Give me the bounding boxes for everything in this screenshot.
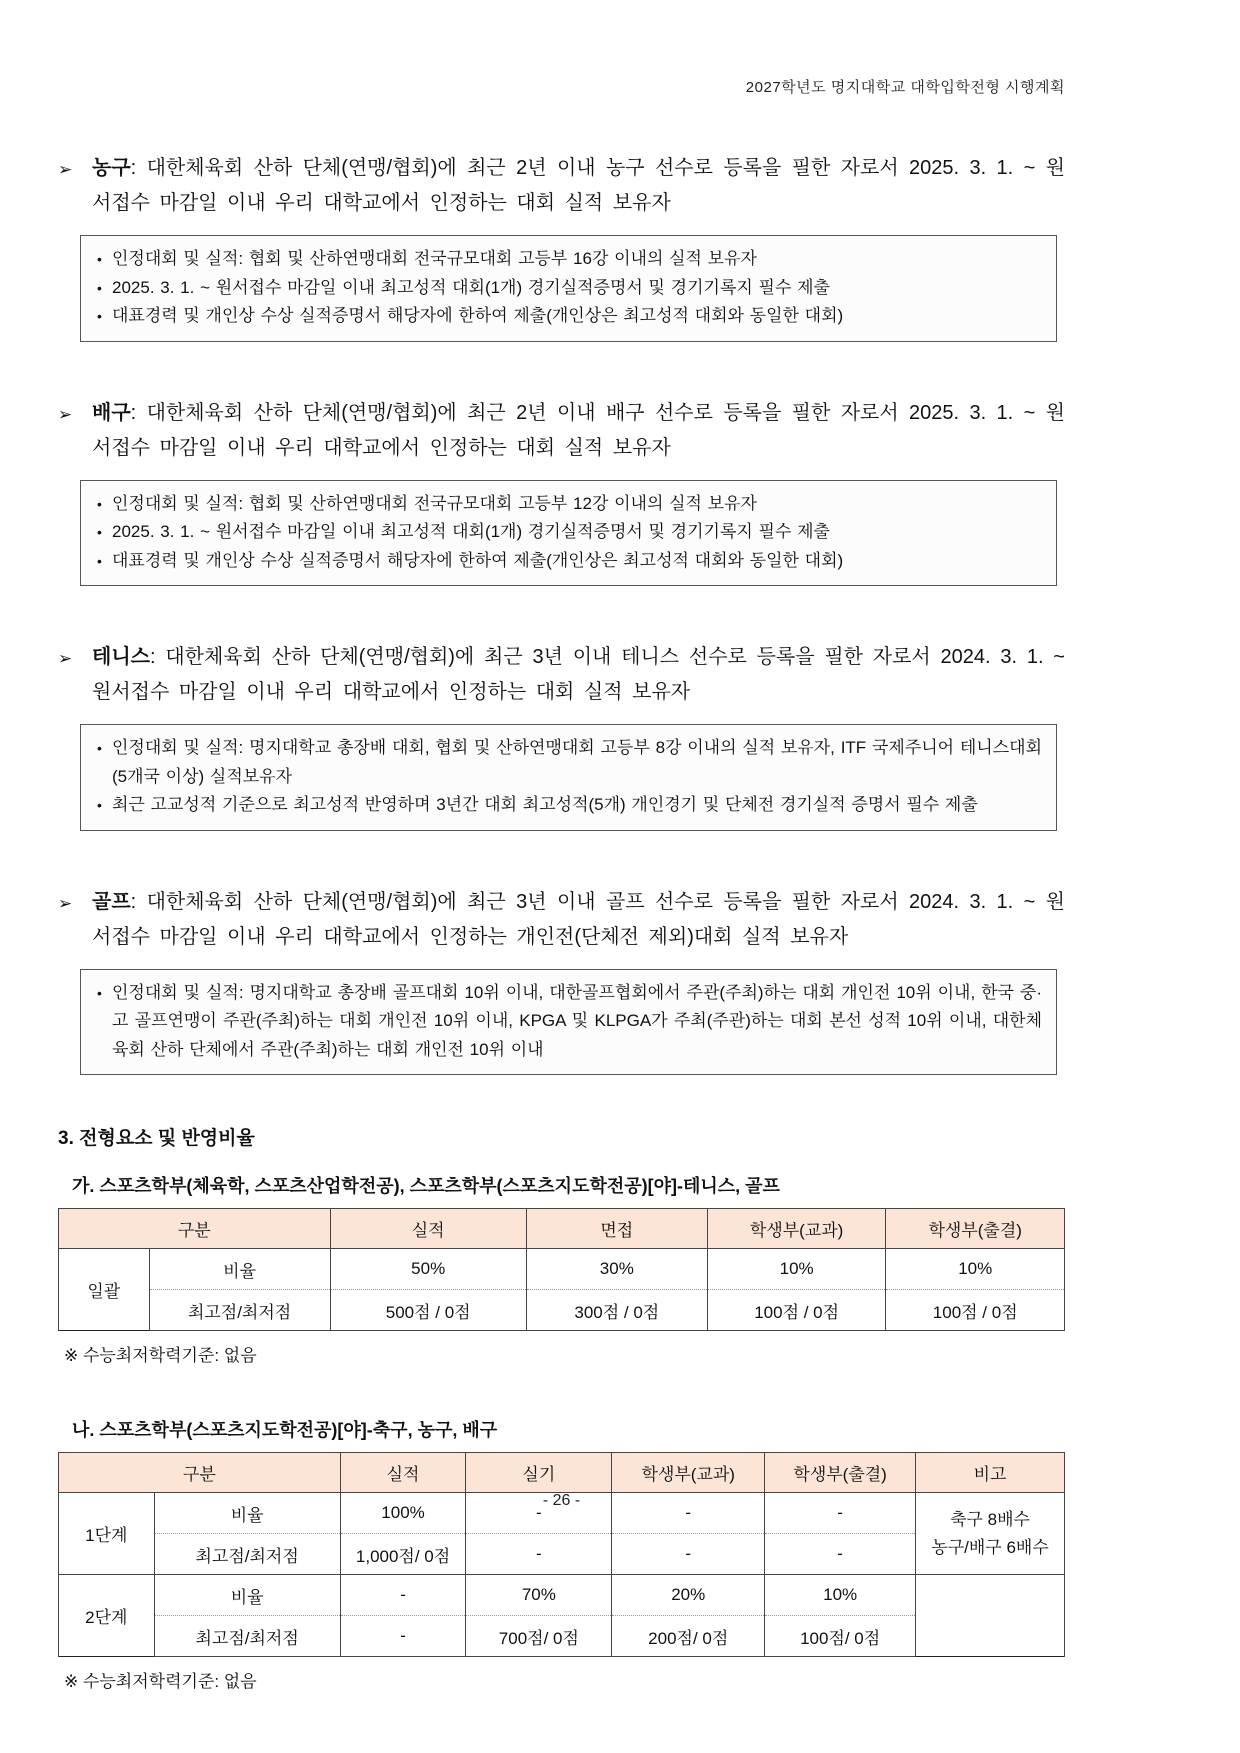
- column-header: 실적: [330, 1209, 526, 1249]
- table-row: [59, 1290, 1065, 1331]
- info-box-item: [95, 245, 1042, 274]
- section-golf: [58, 885, 1065, 1076]
- bullet-icon: •: [97, 251, 102, 267]
- eligibility-paragraph: [58, 396, 1065, 466]
- sport-description: : 대한체육회 산하 단체(연맹/협회)에 최근 2년 이내 농구 선수로 등록을 필한 자로서 2025. 3. 1. ~ 원서접수 마감일 이내 우리 대학교에서 인정하는 대회 실적 보유자: [92, 157, 1065, 214]
- info-box-item: [95, 274, 1042, 303]
- info-box-item-text: 인정대회 및 실적: 명지대학교 총장배 골프대회 10위 이내, 대한골프협회에서 주관(주최)하는 대회 개인전 10위 이내, 한국 중·고 골프연맹이 주관(주최)하는 대회 개인전 10위 이내, KPGA 및 KLPGA가 주최(주관)하는 대회 본선 성적 10위 이내, 대한체육회 산하 단체에서 주관(주최)하는 대회 개인전 10위 이내: [112, 982, 1042, 1059]
- column-header: 학생부(교과): [612, 1453, 765, 1493]
- row-label: 비율: [154, 1575, 340, 1616]
- eligibility-paragraph: [58, 151, 1065, 221]
- table-header-row: [59, 1453, 1065, 1493]
- table-cell: 70%: [466, 1575, 612, 1616]
- row-label: 비율: [149, 1249, 330, 1290]
- column-header: 구분: [59, 1453, 341, 1493]
- table-cell: 200점/ 0점: [612, 1616, 765, 1657]
- info-box-item: [95, 734, 1042, 791]
- page-content: [58, 0, 1065, 1692]
- table-cell: 10%: [707, 1249, 886, 1290]
- arrow-bullet-icon: ➢: [58, 893, 73, 913]
- csat-minimum-note: ※ 수능최저학력기준: 없음: [64, 1672, 257, 1691]
- column-header: 학생부(출결): [886, 1209, 1065, 1249]
- sport-description: : 대한체육회 산하 단체(연맹/협회)에 최근 3년 이내 골프 선수로 등록을 필한 자로서 2024. 3. 1. ~ 원서접수 마감일 이내 우리 대학교에서 인정하는 개인전(단체전 제외)대회 실적 보유자: [92, 890, 1065, 948]
- info-box-item: [95, 490, 1042, 519]
- info-box-item-text: 최근 고교성적 기준으로 최고성적 반영하며 3년간 대회 최고성적(5개) 개인경기 및 단체전 경기실적 증명서 필수 제출: [112, 795, 978, 814]
- table-cell: 500점 / 0점: [330, 1290, 526, 1331]
- info-box-item-text: 인정대회 및 실적: 명지대학교 총장배 대회, 협회 및 산하연맹대회 고등부 8강 이내의 실적 보유자, ITF 국제주니어 테니스대회(5개국 이상) 실적보유자: [112, 738, 1042, 786]
- table-cell: 100%: [340, 1493, 466, 1534]
- table-cell: 300점 / 0점: [526, 1290, 707, 1331]
- info-box-item: [95, 518, 1042, 547]
- subsection-b-title: 나. 스포츠학부(스포츠지도학전공)[야]-축구, 농구, 배구: [72, 1420, 498, 1440]
- arrow-bullet-icon: ➢: [58, 160, 73, 179]
- bullet-icon: •: [97, 524, 102, 540]
- bullet-icon: •: [97, 740, 102, 756]
- column-header: 실기: [466, 1453, 612, 1493]
- table-row: [59, 1249, 1065, 1290]
- column-header: 학생부(출결): [765, 1453, 916, 1493]
- row-group-label: 2단계: [59, 1575, 155, 1657]
- info-box-item: [95, 547, 1042, 576]
- table-cell: 100점 / 0점: [707, 1290, 886, 1331]
- column-header: 비고: [916, 1453, 1065, 1493]
- info-box-item-text: 인정대회 및 실적: 협회 및 산하연맹대회 전국규모대회 고등부 16강 이내의 실적 보유자: [112, 249, 757, 268]
- table-cell: -: [466, 1534, 612, 1575]
- info-box-item: [95, 302, 1042, 331]
- bullet-icon: •: [97, 797, 102, 813]
- row-label: 비율: [154, 1493, 340, 1534]
- row-label: 최고점/최저점: [149, 1290, 330, 1331]
- table-cell: 10%: [765, 1575, 916, 1616]
- arrow-bullet-icon: ➢: [58, 649, 73, 668]
- csat-minimum-note: ※ 수능최저학력기준: 없음: [64, 1346, 257, 1365]
- sport-term: 배구: [92, 401, 131, 424]
- table-cell: -: [340, 1616, 466, 1657]
- table-header-row: [59, 1209, 1065, 1249]
- table-cell: 100점/ 0점: [765, 1616, 916, 1657]
- info-box-item-text: 2025. 3. 1. ~ 원서접수 마감일 이내 최고성적 대회(1개) 경기실적증명서 및 경기기록지 필수 제출: [112, 522, 830, 541]
- section-basketball: [58, 151, 1065, 342]
- bullet-icon: •: [97, 308, 102, 324]
- bullet-icon: •: [97, 552, 102, 569]
- table-cell: 100점 / 0점: [886, 1290, 1065, 1331]
- row-group-label: 1단계: [59, 1493, 155, 1575]
- info-box-item-text: 인정대회 및 실적: 협회 및 산하연맹대회 전국규모대회 고등부 12강 이내의 실적 보유자: [112, 493, 757, 513]
- ratio-table-a: [58, 1208, 1065, 1331]
- info-box: [80, 235, 1057, 342]
- table-row: [59, 1534, 1065, 1575]
- row-label: 최고점/최저점: [154, 1616, 340, 1657]
- info-box-item-text: 대표경력 및 개인상 수상 실적증명서 해당자에 한하여 제출(개인상은 최고성적 대회와 동일한 대회): [112, 550, 844, 570]
- remark-line: 농구/배구 6배수: [931, 1537, 1049, 1557]
- sport-description: : 대한체육회 산하 단체(연맹/협회)에 최근 3년 이내 테니스 선수로 등록을 필한 자로서 2024. 3. 1. ~ 원서접수 마감일 이내 우리 대학교에서 인정하는 대회 실적 보유자: [92, 646, 1065, 703]
- sport-description: : 대한체육회 산하 단체(연맹/협회)에 최근 2년 이내 배구 선수로 등록을 필한 자로서 2025. 3. 1. ~ 원서접수 마감일 이내 우리 대학교에서 인정하는 대회 실적 보유자: [92, 401, 1065, 459]
- table-cell: 1,000점/ 0점: [340, 1534, 466, 1575]
- table-cell: 10%: [886, 1249, 1065, 1290]
- remark-cell-empty: [916, 1575, 1065, 1657]
- bullet-icon: •: [97, 984, 102, 1001]
- table-row: [59, 1575, 1065, 1616]
- sport-term: 골프: [92, 890, 131, 913]
- column-header: 학생부(교과): [707, 1209, 886, 1249]
- table-cell: -: [466, 1493, 612, 1534]
- section-tennis: [58, 640, 1065, 831]
- info-box-item-text: 대표경력 및 개인상 수상 실적증명서 해당자에 한하여 제출(개인상은 최고성적 대회와 동일한 대회): [112, 306, 844, 325]
- section-volleyball: [58, 396, 1065, 587]
- table-cell: 700점/ 0점: [466, 1616, 612, 1657]
- table-cell: 50%: [330, 1249, 526, 1290]
- ratio-table-b: [58, 1452, 1065, 1657]
- table-cell: -: [612, 1493, 765, 1534]
- table-row: [59, 1616, 1065, 1657]
- subsection-a-title: 가. 스포츠학부(체육학, 스포츠산업학전공), 스포츠학부(스포츠지도학전공)[야]-테니스, 골프: [72, 1176, 780, 1196]
- table-cell: -: [340, 1575, 466, 1616]
- info-box: [80, 969, 1057, 1076]
- page-number: - 26 -: [542, 1492, 581, 1509]
- row-group-label: 일괄: [59, 1249, 150, 1331]
- column-header: 구분: [59, 1209, 331, 1249]
- table-cell: -: [765, 1493, 916, 1534]
- info-box-item: [95, 791, 1042, 820]
- document-header-title: 2027학년도 명지대학교 대학입학전형 시행계획: [745, 79, 1065, 96]
- table-cell: -: [612, 1534, 765, 1575]
- info-box-item: [95, 979, 1042, 1065]
- section-3-title: 3. 전형요소 및 반영비율: [58, 1128, 255, 1149]
- table-cell: 20%: [612, 1575, 765, 1616]
- bullet-icon: •: [97, 495, 102, 512]
- table-cell: 30%: [526, 1249, 707, 1290]
- arrow-bullet-icon: ➢: [58, 404, 73, 424]
- sport-term: 테니스: [92, 646, 150, 668]
- remark-line: 축구 8배수: [950, 1509, 1030, 1529]
- eligibility-paragraph: [58, 640, 1065, 710]
- info-box-item-text: 2025. 3. 1. ~ 원서접수 마감일 이내 최고성적 대회(1개) 경기실적증명서 및 경기기록지 필수 제출: [112, 277, 830, 297]
- info-box: [80, 480, 1057, 587]
- eligibility-paragraph: [58, 885, 1065, 955]
- info-box: [80, 724, 1057, 831]
- column-header: 실적: [340, 1453, 466, 1493]
- sport-term: 농구: [92, 157, 131, 179]
- bullet-icon: •: [97, 279, 102, 296]
- table-cell: -: [765, 1534, 916, 1575]
- row-label: 최고점/최저점: [154, 1534, 340, 1575]
- column-header: 면접: [526, 1209, 707, 1249]
